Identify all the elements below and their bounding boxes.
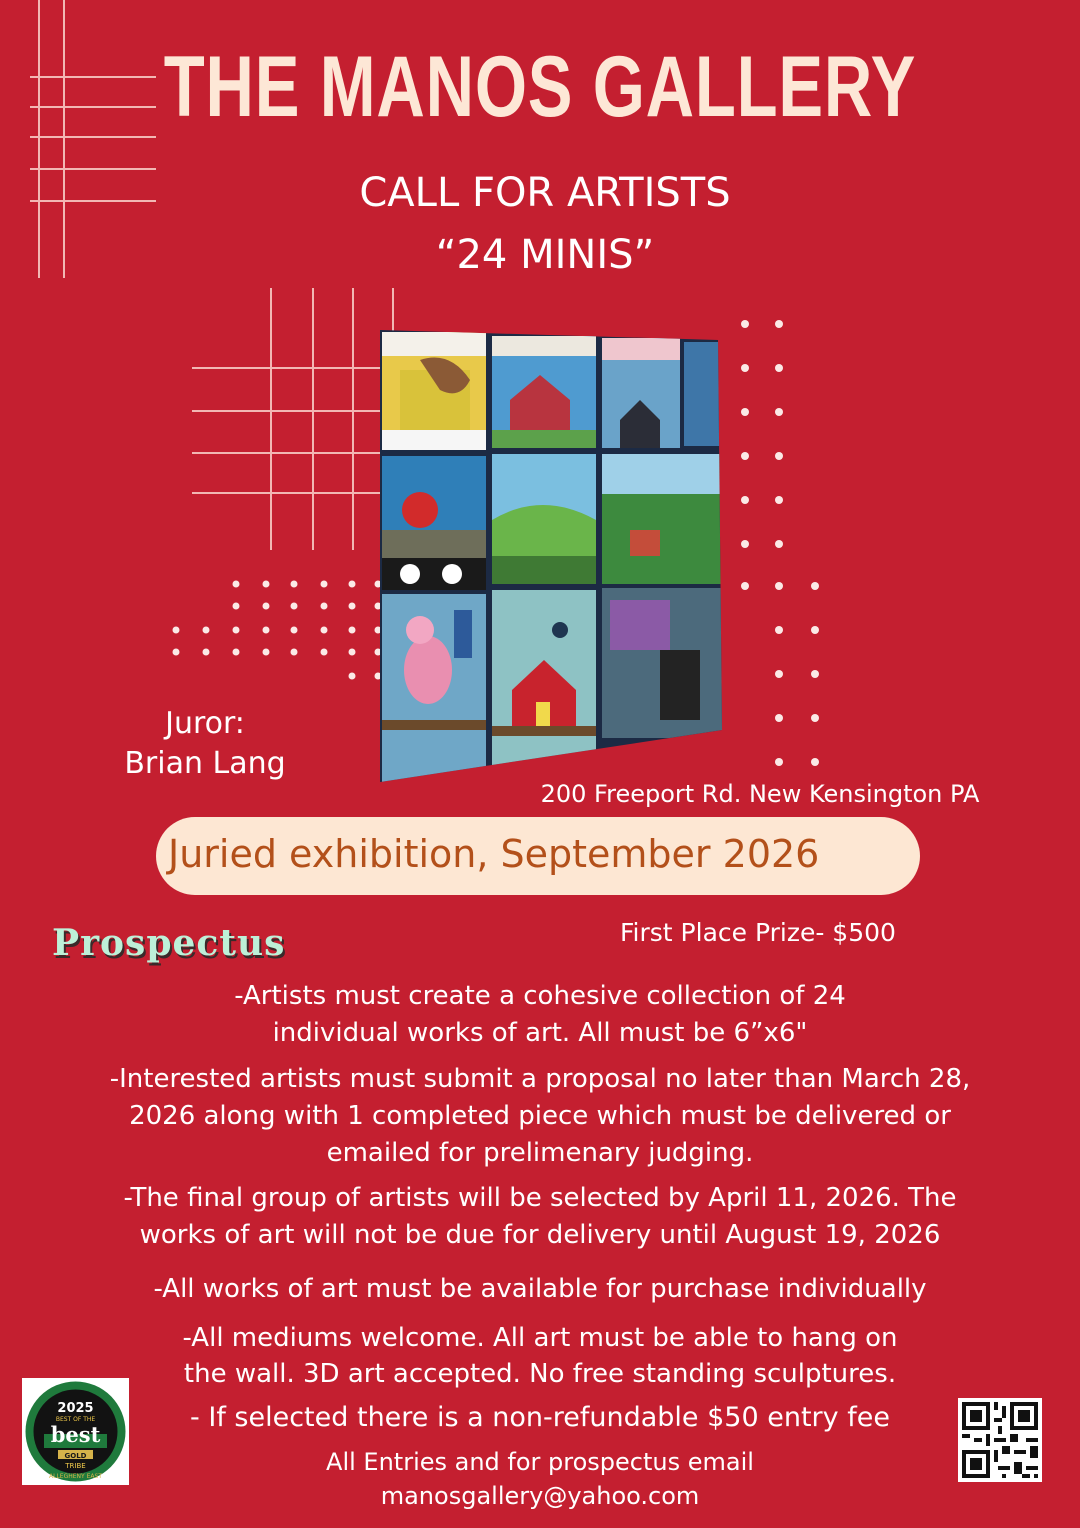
badge-best: best: [50, 1422, 101, 1447]
gallery-address: 200 Freeport Rd. New Kensington PA: [540, 780, 980, 808]
artwork-collage-image: [380, 330, 722, 782]
best-of-badge-icon: [22, 1378, 129, 1485]
rule-line: -All mediums welcome. All art must be able to hang on: [182, 1323, 898, 1353]
decor-dots-left: [168, 576, 388, 686]
badge-tribe: TRIBE: [65, 1462, 86, 1470]
rule-line: -All works of art must be available for purchase individually: [153, 1274, 927, 1304]
rule-line: -Artists must create a cohesive collection of 24: [234, 981, 846, 1011]
badge-region: ALLEGHENY EAST: [49, 1473, 102, 1480]
rule-line: emailed for prelimenary judging.: [326, 1138, 754, 1168]
badge-year: 2025: [57, 1401, 94, 1416]
prospectus-heading: Prospectus: [52, 922, 286, 964]
contact-email[interactable]: manosgallery@yahoo.com: [380, 1482, 700, 1510]
qr-code-icon[interactable]: [958, 1398, 1042, 1482]
badge-gold: GOLD: [64, 1452, 87, 1460]
badge-best-of-the: BEST OF THE: [55, 1416, 96, 1423]
juror-label: Juror:: [165, 706, 245, 741]
rule-line: - If selected there is a non-refundable $50 entry fee: [190, 1402, 890, 1433]
rule-line: the wall. 3D art accepted. No free standing sculptures.: [183, 1359, 897, 1389]
call-for-artists-heading: CALL FOR ARTISTS: [359, 170, 731, 216]
gallery-title: THE MANOS GALLERY: [163, 39, 917, 135]
decor-dots-right: [736, 318, 826, 770]
rule-line: 2026 along with 1 completed piece which must be delivered or: [129, 1101, 951, 1131]
rule-line: -Interested artists must submit a proposal no later than March 28,: [109, 1064, 971, 1094]
contact-line: All Entries and for prospectus email: [326, 1448, 754, 1476]
rule-line: works of art will not be due for delivery until August 19, 2026: [139, 1220, 941, 1250]
rule-line: -The final group of artists will be selected by April 11, 2026. The: [123, 1183, 957, 1213]
rule-line: individual works of art. All must be 6”x6": [272, 1018, 808, 1048]
first-place-prize: First Place Prize- $500: [620, 918, 896, 947]
juror-name: Brian Lang: [124, 746, 286, 781]
exhibition-date-text: Juried exhibition, September 2026: [168, 832, 820, 876]
show-name-heading: “24 MINIS”: [435, 232, 655, 278]
